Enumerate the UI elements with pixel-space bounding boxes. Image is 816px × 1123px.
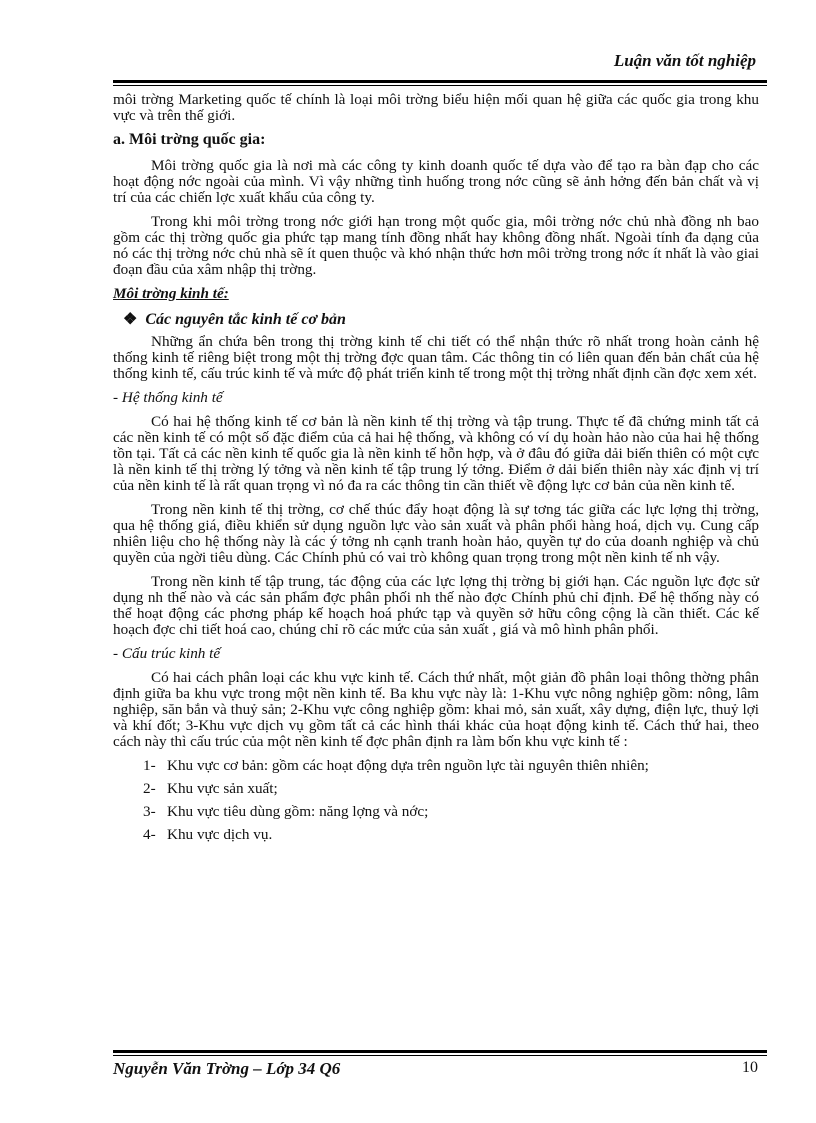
subsection-heading: Môi trờng kinh tế: — [113, 285, 229, 302]
list-item — [143, 804, 759, 820]
paragraph: Trong nền kinh tế thị trờng, cơ chế thúc đẩy hoạt động là sự tơng tác giữa các lực lợng thị trờng, qua hệ thống giá, điều khiển sử dụng nguồn lực vào sản xuất và phân phối hàng hoá, dịch vụ. Cung cấp nhiên liệu cho hệ thống này là các ý tởng nh cạnh tranh hoàn hảo, quyền tự do của doanh nghiệp và chủ quyền của ngời tiêu dùng. Các Chính phủ có vai trò không quan trọng trong một nền kinh tế nh vậy. — [113, 501, 759, 566]
list-number: 1- — [143, 757, 156, 774]
page-body — [113, 92, 759, 850]
footer-rule-thin — [113, 1055, 767, 1056]
paragraph: Có hai cách phân loại các khu vực kinh tế. Cách thứ nhất, một giản đồ phân loại thông thờng phân định giữa ba khu vực trong một nền kinh tế. Ba khu vực này là: 1-Khu vực nông nghiệp gồm: nông, lâm nghiệp, săn bắn và thuỷ sản; 2-Khu vực công nghiệp gồm: khai mỏ, sản xuất, xây dựng, điện lực, thuỷ lợi và khí đốt; 3-Khu vực dịch vụ gồm tất cả các hình thái khác của hoạt động kinh tế. Cách thứ hai, theo cách này thì cấu trúc của một nền kinh tế đợc phân định ra làm bốn khu vực kinh tế : — [113, 669, 759, 750]
list-text: Khu vực sản xuất; — [167, 780, 278, 797]
bullet-heading-text: Các nguyên tắc kinh tế cơ bản — [145, 311, 346, 328]
page-number: 10 — [742, 1059, 758, 1076]
section-heading: a. Môi trờng quốc gia: — [113, 131, 266, 148]
header-rule — [113, 80, 767, 83]
header-title: Luận văn tốt nghiệp — [613, 51, 756, 70]
list-number: 2- — [143, 780, 156, 797]
header-rule-thin — [113, 85, 767, 86]
footer-rule — [113, 1050, 767, 1053]
sub-heading: - Hệ thống kinh tế — [113, 389, 223, 406]
paragraph: Những ẩn chứa bên trong thị trờng kinh tế chi tiết có thể nhận thức rõ nhất trong hoàn cảnh hệ thống kinh tế riêng biệt trong một thị trờng đợc quan tâm. Các thông tin có liên quan đến bản chất của hệ thống kinh tế, cấu trúc kinh tế và mức độ phát triển kinh tế trong một thị trờng nhất định cần đợc xem xét. — [113, 333, 759, 382]
paragraph: Có hai hệ thống kinh tế cơ bản là nền kinh tế thị trờng và tập trung. Thực tế đã chứng minh tất cả các nền kinh tế có một số đặc điểm của cả hai hệ thống, và không có ví dụ hoàn hảo nào của hai hệ thống tồn tại. Tất cả các nền kinh tế quốc gia là nền kinh tế hỗn hợp, và ở đâu đó giữa dải biến thiên có một cực là nền kinh tế thị trờng lý tởng và nền kinh tế tập trung lý tởng. Điểm ở dải biến thiên này xác định vị trí của nền kinh tế là rất quan trọng vì nó đa ra các thông tin cần thiết về động lực cơ bản của nền kinh tế. — [113, 413, 759, 494]
intro-paragraph: môi trờng Marketing quốc tế chính là loại môi trờng biểu hiện mối quan hệ giữa các quốc gia trong khu vực và trên thế giới. — [113, 91, 759, 124]
bullet-heading — [113, 312, 759, 328]
list-item — [143, 827, 759, 843]
paragraph: Trong nền kinh tế tập trung, tác động của các lực lợng thị trờng bị giới hạn. Các nguồn lực đợc sử dụng nh thế nào và các sản phẩm đợc phân phối nh thế nào đợc Chính phủ chỉ định. Để hệ thống này có thể hoạt động các phơng pháp kế hoạch hoá phức tạp và quyền sở hữu công cộng là cần thiết. Các kế hoạch đợc chi tiết hoá cao, chúng chỉ rõ các mức của sản xuất , giá và mô hình phân phối. — [113, 573, 759, 638]
paragraph: Trong khi môi trờng trong nớc giới hạn trong một quốc gia, môi trờng nớc chủ nhà đồng nh bao gồm các thị trờng quốc gia phức tạp mang tính đồng nhất hay không đồng nhất. Ngoài tính đa dạng của nó các thị trờng nớc chủ nhà sẽ ít quen thuộc và khó nhận thức hơn môi trờng trong nớc ít nhất là vào giai đoạn đầu của xâm nhập thị trờng. — [113, 213, 759, 278]
list-text: Khu vực cơ bản: gồm các hoạt động dựa trên nguồn lực tài nguyên thiên nhiên; — [167, 757, 649, 774]
list-number: 4- — [143, 826, 156, 843]
list-item — [143, 781, 759, 797]
sub-heading: - Cấu trúc kinh tế — [113, 645, 221, 662]
paragraph: Môi trờng quốc gia là nơi mà các công ty kinh doanh quốc tế dựa vào để tạo ra bàn đạp cho các hoạt động nớc ngoài của mình. Vì vậy những tình huống trong nớc cũng sẽ ảnh hởng đến bản chất và vị trí của các chiến lợc xuất khẩu của công ty. — [113, 157, 759, 206]
diamond-bullet-icon: ❖ — [123, 311, 138, 328]
list-text: Khu vực tiêu dùng gồm: năng lợng và nớc; — [167, 803, 429, 820]
footer-author: Nguyễn Văn Trờng – Lớp 34 Q6 — [113, 1059, 341, 1078]
list-text: Khu vực dịch vụ. — [167, 826, 273, 843]
list-number: 3- — [143, 803, 156, 820]
list-item — [143, 758, 759, 774]
